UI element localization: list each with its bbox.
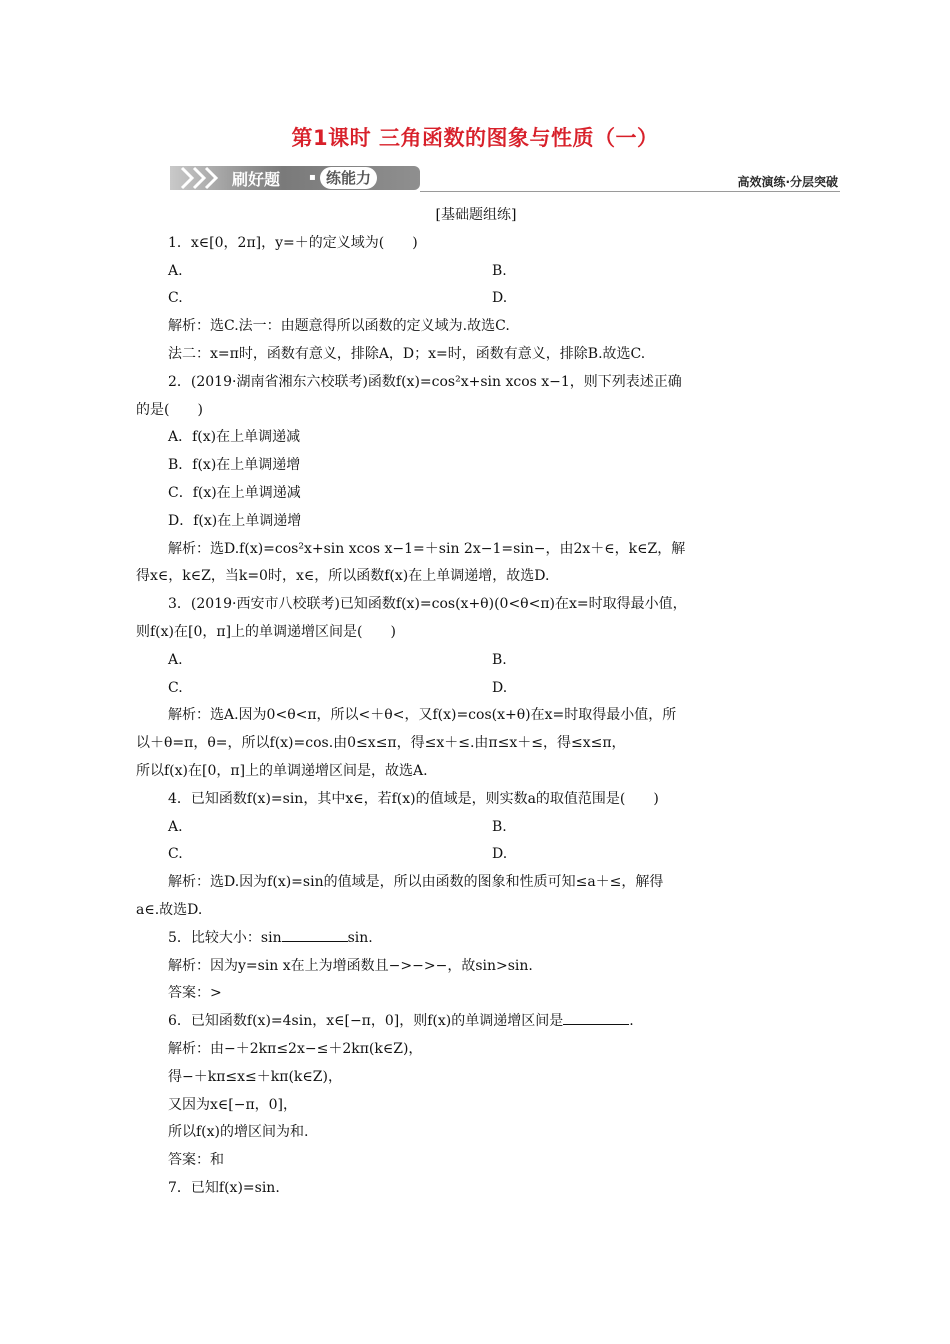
solution-line: a∈.故选D. bbox=[136, 901, 203, 918]
solution-line: 解析：由−＋2kπ≤2x−≤＋2kπ(k∈Z)， bbox=[168, 1040, 423, 1057]
option-d: D. bbox=[492, 679, 508, 696]
option-row bbox=[136, 675, 816, 703]
solution-line: 解析：因为y=sin x在上为增函数且−>−>−，故sin>sin. bbox=[168, 957, 533, 974]
option-c: C. bbox=[168, 846, 183, 863]
answer-blank bbox=[563, 1010, 629, 1025]
option-row bbox=[136, 647, 816, 675]
answer-line: 答案：> bbox=[168, 985, 222, 1002]
question-text: 5．比较大小：sin bbox=[168, 929, 282, 946]
section-heading: [基础题组练] bbox=[435, 207, 517, 223]
question-line: 的是( ) bbox=[136, 401, 203, 418]
banner-subtitle: 高效演练·分层突破 bbox=[737, 175, 838, 189]
option-b: B. bbox=[492, 651, 507, 668]
option-row bbox=[136, 285, 816, 313]
question-line: 2．(2019·湖南省湘东六校联考)函数f(x)=cos²x+sin xcos x−1，则下列表述正确 bbox=[168, 373, 682, 390]
option-c: C．f(x)在上单调递减 bbox=[168, 484, 301, 501]
option-d: D．f(x)在上单调递增 bbox=[168, 512, 302, 529]
question-text: sin. bbox=[347, 929, 373, 946]
solution-line: 解析：选D.因为f(x)=sin的值域是，所以由函数的图象和性质可知≤a＋≤，解得 bbox=[168, 874, 664, 891]
option-row bbox=[136, 814, 816, 842]
option-row bbox=[136, 258, 816, 286]
question-text: . bbox=[629, 1013, 634, 1030]
question-line: 3．(2019·西安市八校联考)已知函数f(x)=cos(x+θ)(0<θ<π)在x=时取得最小值， bbox=[168, 596, 687, 613]
option-a: A. bbox=[168, 818, 183, 835]
solution-line: 所以f(x)在[0，π]上的单调递增区间是，故选A. bbox=[136, 762, 428, 779]
banner-pill: 练能力 bbox=[320, 167, 377, 189]
solution-line: 法二：x=π时，函数有意义，排除A，D；x=时，函数有意义，排除B.故选C. bbox=[168, 345, 646, 362]
option-b: B. bbox=[492, 818, 507, 835]
option-b: B．f(x)在上单调递增 bbox=[168, 457, 301, 474]
option-row bbox=[136, 841, 816, 869]
solution-line: 解析：选C.法一：由题意得所以函数的定义域为.故选C. bbox=[168, 318, 510, 335]
solution-line: 所以f(x)的增区间为和. bbox=[168, 1124, 309, 1141]
answer-line: 答案：和 bbox=[168, 1152, 224, 1169]
solution-line: 以＋θ=π，θ=，所以f(x)=cos.由0≤x≤π，得≤x＋≤.由π≤x＋≤，得≤x≤π， bbox=[136, 735, 626, 752]
banner-divider bbox=[420, 191, 840, 192]
question-line bbox=[136, 925, 816, 953]
double-chevron-icon bbox=[178, 166, 226, 190]
question-line: 4．已知函数f(x)=sin，其中x∈，若f(x)的值域是，则实数a的取值范围是( ) bbox=[168, 790, 659, 807]
solution-line: 得x∈，k∈Z，当k=0时，x∈，所以函数f(x)在上单调递增，故选D. bbox=[136, 568, 550, 585]
solution-line: 解析：选A.因为0<θ<π，所以<＋θ<，又f(x)=cos(x+θ)在x=时取得最小值，所 bbox=[168, 707, 677, 724]
question-line: 7．已知f(x)=sin. bbox=[168, 1179, 280, 1196]
question-text: 6．已知函数f(x)=4sin，x∈[−π，0]，则f(x)的单调递增区间是 bbox=[168, 1013, 564, 1030]
solution-line: 又因为x∈[−π，0]， bbox=[168, 1096, 298, 1113]
question-line bbox=[136, 1008, 816, 1036]
option-a: A. bbox=[168, 262, 183, 279]
option-c: C. bbox=[168, 679, 183, 696]
option-a: A. bbox=[168, 651, 183, 668]
option-b: B. bbox=[492, 262, 507, 279]
banner-dot: ▪ bbox=[309, 172, 316, 183]
page-title: 第1课时 三角函数的图象与性质（一） bbox=[291, 126, 659, 150]
option-d: D. bbox=[492, 290, 508, 307]
question-line: 则f(x)在[0，π]上的单调递增区间是( ) bbox=[136, 623, 396, 640]
banner-label: 刷好题 bbox=[232, 170, 281, 189]
option-a: A．f(x)在上单调递减 bbox=[168, 429, 301, 446]
answer-blank bbox=[282, 927, 348, 942]
option-c: C. bbox=[168, 290, 183, 307]
question-line: 1．x∈[0，2π]，y=＋的定义域为( ) bbox=[168, 234, 418, 251]
solution-line: 得−＋kπ≤x≤＋kπ(k∈Z)， bbox=[168, 1068, 342, 1085]
document-body bbox=[136, 202, 816, 1203]
option-d: D. bbox=[492, 846, 508, 863]
section-banner bbox=[170, 163, 840, 195]
solution-line: 解析：选D.f(x)=cos²x+sin xcos x−1=＋sin 2x−1=sin−，由2x＋∈，k∈Z，解 bbox=[168, 540, 686, 557]
